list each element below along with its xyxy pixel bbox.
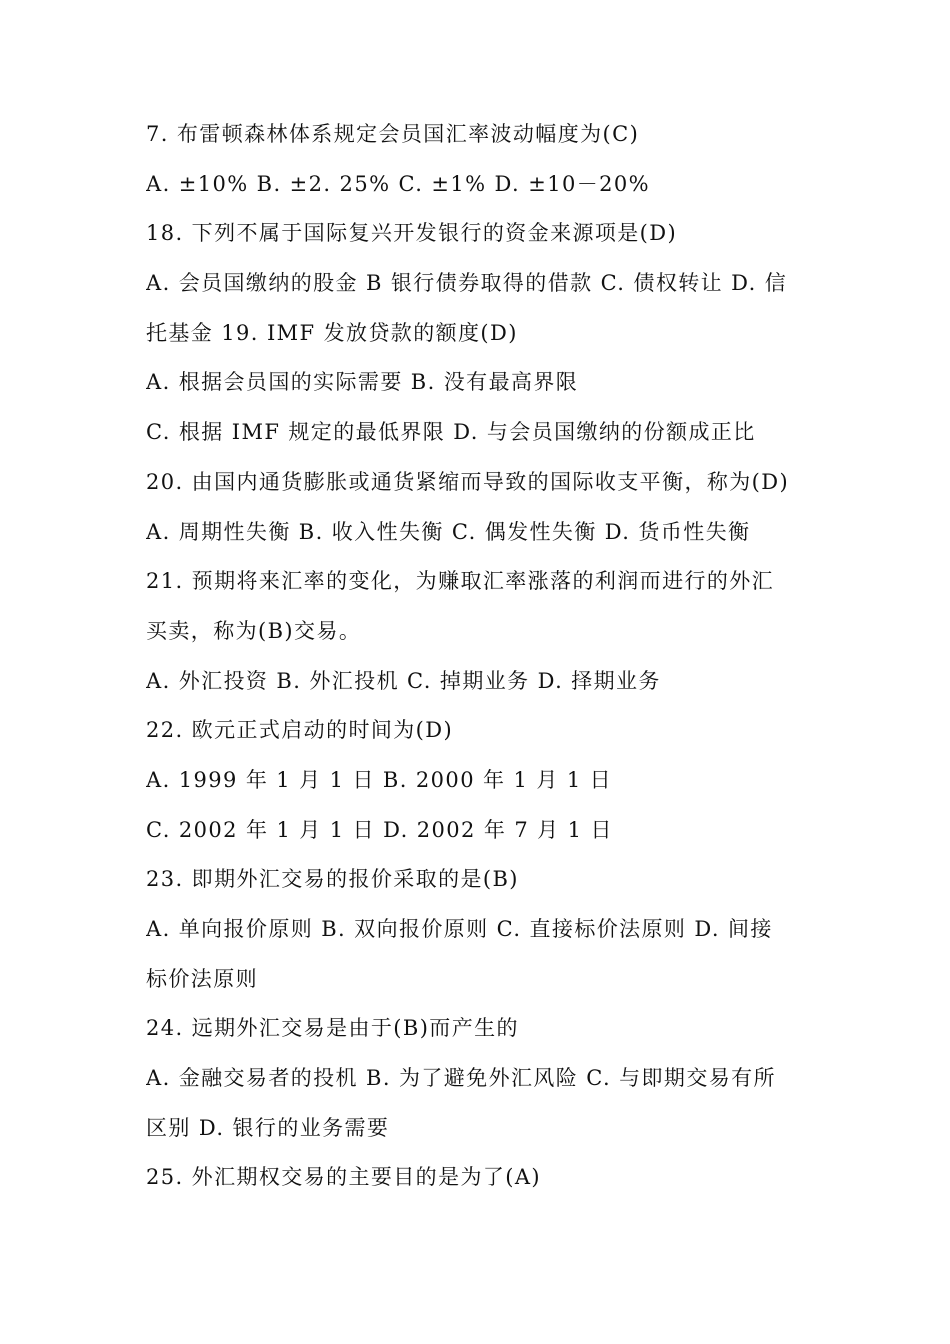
text-line: 买卖，称为(B)交易。 <box>146 618 362 643</box>
question-list <box>146 112 826 1205</box>
text-line: 标价法原则 <box>146 966 258 991</box>
text-line: 25. 外汇期权交易的主要目的是为了(A) <box>146 1165 542 1190</box>
text-line: A. 周期性失衡 B. 收入性失衡 C. 偶发性失衡 D. 货币性失衡 <box>146 519 751 544</box>
text-line: A. 金融交易者的投机 B. 为了避免外汇风险 C. 与即期交易有所 <box>146 1066 776 1091</box>
text-line: A. ±10% B. ±2. 25% C. ±1% D. ±10－20% <box>146 171 650 196</box>
text-line: 托基金 19. IMF 发放贷款的额度(D) <box>146 320 518 345</box>
text-line: A. 1999 年 1 月 1 日 B. 2000 年 1 月 1 日 <box>146 767 613 792</box>
text-line: A. 单向报价原则 B. 双向报价原则 C. 直接标价法原则 D. 间接 <box>146 917 773 941</box>
text-line: 20. 由国内通货膨胀或通货紧缩而导致的国际收支平衡，称为(D) <box>146 469 790 494</box>
text-line: 24. 远期外汇交易是由于(B)而产生的 <box>146 1016 519 1041</box>
text-line: A. 会员国缴纳的股金 B 银行债券取得的借款 C. 债权转让 D. 信 <box>146 271 788 296</box>
text-line: C. 2002 年 1 月 1 日 D. 2002 年 7 月 1 日 <box>146 817 613 842</box>
text-line: A. 外汇投资 B. 外汇投机 C. 掉期业务 D. 择期业务 <box>146 668 661 693</box>
text-line: 18. 下列不属于国际复兴开发银行的资金来源项是(D) <box>146 221 678 246</box>
text-line: C. 根据 IMF 规定的最低界限 D. 与会员国缴纳的份额成正比 <box>146 420 756 445</box>
text-line: 23. 即期外汇交易的报价采取的是(B) <box>146 867 519 892</box>
text-line: A. 根据会员国的实际需要 B. 没有最高界限 <box>146 370 579 395</box>
text-line: 区别 D. 银行的业务需要 <box>146 1115 390 1140</box>
text-line: 21. 预期将来汇率的变化，为赚取汇率涨落的利润而进行的外汇 <box>146 569 775 594</box>
text-line: 22. 欧元正式启动的时间为(D) <box>146 718 454 743</box>
text-line: 7. 布雷顿森林体系规定会员国汇率波动幅度为(C) <box>146 122 640 146</box>
